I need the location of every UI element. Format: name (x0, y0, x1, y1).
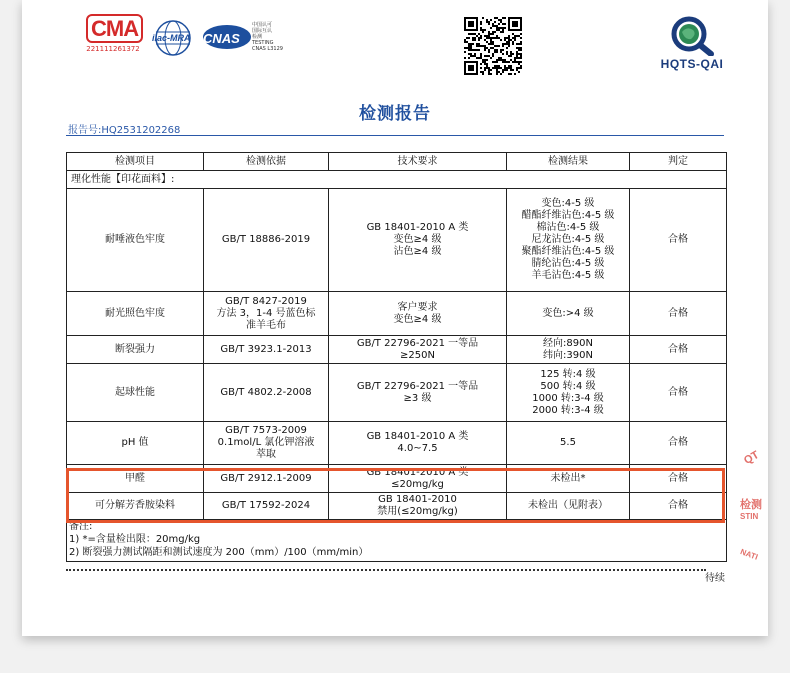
report-number: 报告号:HQ2531202268 (68, 125, 181, 136)
cell-basis: GB/T 8427-2019 方法 3，1-4 号蓝色标 准羊毛布 (204, 292, 329, 336)
cell-verdict: 合格 (630, 292, 727, 336)
notes-title: 备注: (69, 521, 93, 532)
col-header-requirement: 技术要求 (329, 153, 507, 171)
cell-basis: GB/T 7573-2009 0.1mol/L 氯化钾溶液 萃取 (204, 422, 329, 465)
cnas-label: CNAS (203, 31, 240, 46)
cell-verdict: 合格 (630, 364, 727, 422)
table-row (67, 364, 727, 422)
document-title: 检测报告 (359, 104, 431, 124)
cell-basis: GB/T 2912.1-2009 (204, 465, 329, 493)
notes-cell (67, 520, 727, 562)
cell-verdict: 合格 (630, 189, 727, 292)
cell-item: pH 值 (67, 422, 204, 465)
cell-result: 未检出* (507, 465, 630, 493)
table-row (67, 493, 727, 520)
cell-item: 断裂强力 (67, 336, 204, 364)
cnas-side-text: 中国认可 国际互认 检测 TESTING CNAS L3129 (252, 22, 283, 52)
test-results-table (66, 152, 727, 562)
cell-requirement: GB 18401-2010 A 类 变色≥4 级 沾色≥4 级 (329, 189, 507, 292)
continued-label: 待续 (705, 573, 725, 584)
cell-requirement: 客户要求 变色≥4 级 (329, 292, 507, 336)
col-header-item: 检测项目 (67, 153, 204, 171)
cell-requirement: GB 18401-2010 A 类 ≤20mg/kg (329, 465, 507, 493)
table-row (67, 336, 727, 364)
cell-basis: GB/T 4802.2-2008 (204, 364, 329, 422)
cell-item: 耐光照色牢度 (67, 292, 204, 336)
col-header-verdict: 判定 (630, 153, 727, 171)
cell-basis: GB/T 3923.1-2013 (204, 336, 329, 364)
cell-result: 5.5 (507, 422, 630, 465)
cell-basis: GB/T 18886-2019 (204, 189, 329, 292)
report-sheet (22, 0, 768, 636)
cell-item: 甲醛 (67, 465, 204, 493)
table-row (67, 292, 727, 336)
end-dotted-line (66, 569, 706, 575)
cell-item: 起球性能 (67, 364, 204, 422)
note-1: 1) *=含量检出限：20mg/kg (69, 534, 201, 545)
cell-verdict: 合格 (630, 336, 727, 364)
table-row (67, 422, 727, 465)
col-header-result: 检测结果 (507, 153, 630, 171)
cma-mark: CMA (86, 14, 143, 43)
cell-requirement: GB 18401-2010 A 类 4.0~7.5 (329, 422, 507, 465)
hqts-logo (650, 16, 734, 71)
cell-item: 可分解芳香胺染料 (67, 493, 204, 520)
table-header-row (67, 153, 727, 171)
col-header-basis: 检测依据 (204, 153, 329, 171)
cell-requirement: GB/T 22796-2021 一等品 ≥250N (329, 336, 507, 364)
notes-row (67, 520, 727, 562)
cell-result: 变色:4-5 级 醋酯纤维沾色:4-5 级 棉沾色:4-5 级 尼龙沾色:4-5 级 聚酯纤维沾色:4-5 级 腈纶沾色:4-5 级 羊毛沾色:4-5 级 (507, 189, 630, 292)
section-row (67, 171, 727, 189)
cell-verdict: 合格 (630, 493, 727, 520)
cell-verdict: 合格 (630, 465, 727, 493)
cell-result: 125 转:4 级 500 转:4 级 1000 转:3-4 级 2000 转:3-4 级 (507, 364, 630, 422)
cell-verdict: 合格 (630, 422, 727, 465)
cell-result: 未检出（见附表） (507, 493, 630, 520)
table-row (67, 465, 727, 493)
cell-basis: GB/T 17592-2024 (204, 493, 329, 520)
cell-item: 耐唾液色牢度 (67, 189, 204, 292)
side-stamp: QT 检测 STIN NATI (739, 448, 762, 562)
hqts-name: HQTS-QAI (660, 57, 724, 71)
note-2: 2) 断裂强力测试隔距和测试速度为 200（mm）/100（mm/min） (69, 547, 369, 558)
ilac-label: ilac-MRA (152, 33, 191, 43)
qr-code[interactable] (464, 17, 522, 75)
cell-result: 变色:>4 级 (507, 292, 630, 336)
header-divider (66, 135, 724, 136)
stamp-text: 检测 (740, 499, 762, 511)
magnifier-globe-icon (669, 16, 715, 56)
cell-result: 经向:890N 纬向:390N (507, 336, 630, 364)
cma-logo (86, 16, 140, 53)
cell-requirement: GB 18401-2010 禁用(≤20mg/kg) (329, 493, 507, 520)
table-row (67, 189, 727, 292)
cell-requirement: GB/T 22796-2021 一等品 ≥3 级 (329, 364, 507, 422)
section-label: 理化性能【印花面料】: (67, 171, 727, 189)
cma-number: 221111261372 (86, 45, 140, 53)
